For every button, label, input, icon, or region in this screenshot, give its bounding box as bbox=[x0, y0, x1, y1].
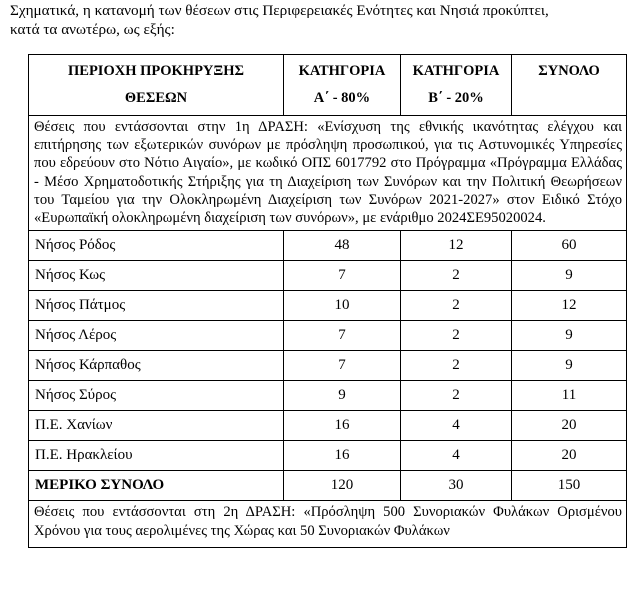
category-a-value: 10 bbox=[284, 291, 401, 321]
region-name: Νήσος Κάρπαθος bbox=[29, 351, 284, 381]
table-row bbox=[29, 351, 627, 381]
header-total bbox=[512, 55, 627, 116]
category-b-value: 2 bbox=[401, 321, 512, 351]
region-name: Π.Ε. Ηρακλείου bbox=[29, 441, 284, 471]
total-value: 60 bbox=[512, 231, 627, 261]
category-a-value: 7 bbox=[284, 261, 401, 291]
total-value: 11 bbox=[512, 381, 627, 411]
section-2-text: Θέσεις που εντάσσονται στη 2η ΔΡΑΣΗ: «Πρόσληψη 500 Συνοριακών Φυλάκων Ορισμένου Χρόνου για τους αερολιμένες της Χώρας και 50 Συνοριακών Φυλάκων bbox=[29, 501, 627, 548]
table-header-row bbox=[29, 55, 627, 116]
header-category-b-line1: ΚΑΤΗΓΟΡΙΑ bbox=[412, 63, 500, 79]
total-value: 9 bbox=[512, 261, 627, 291]
region-name: Νήσος Ρόδος bbox=[29, 231, 284, 261]
category-b-value: 12 bbox=[401, 231, 512, 261]
region-name: Νήσος Λέρος bbox=[29, 321, 284, 351]
table-row bbox=[29, 411, 627, 441]
region-name: Π.Ε. Χανίων bbox=[29, 411, 284, 441]
table-row bbox=[29, 321, 627, 351]
category-b-value: 2 bbox=[401, 261, 512, 291]
table-row bbox=[29, 441, 627, 471]
category-a-value: 16 bbox=[284, 441, 401, 471]
total-value: 12 bbox=[512, 291, 627, 321]
category-a-value: 9 bbox=[284, 381, 401, 411]
header-region-line2: ΘΕΣΕΩΝ bbox=[124, 90, 188, 106]
category-b-value: 2 bbox=[401, 351, 512, 381]
header-total-line1: ΣΥΝΟΛΟ bbox=[538, 63, 600, 79]
region-name: Νήσος Κως bbox=[29, 261, 284, 291]
category-b-value: 2 bbox=[401, 291, 512, 321]
header-region bbox=[29, 55, 284, 116]
total-value: 20 bbox=[512, 441, 627, 471]
category-a-value: 7 bbox=[284, 321, 401, 351]
category-b-value: 4 bbox=[401, 411, 512, 441]
header-category-a bbox=[284, 55, 401, 116]
total-value: 9 bbox=[512, 321, 627, 351]
total-value: 9 bbox=[512, 351, 627, 381]
intro-paragraph bbox=[10, 1, 630, 39]
header-category-b-line2: Β΄ - 20% bbox=[428, 90, 484, 106]
region-name: Νήσος Σύρος bbox=[29, 381, 284, 411]
table-row bbox=[29, 261, 627, 291]
category-a-value: 48 bbox=[284, 231, 401, 261]
subtotal-total: 150 bbox=[512, 471, 627, 501]
table-row bbox=[29, 291, 627, 321]
positions-table bbox=[28, 54, 627, 548]
table-row bbox=[29, 231, 627, 261]
subtotal-category-a: 120 bbox=[284, 471, 401, 501]
section-2-row bbox=[29, 501, 627, 548]
total-value: 20 bbox=[512, 411, 627, 441]
region-name: Νήσος Πάτμος bbox=[29, 291, 284, 321]
subtotal-label: ΜΕΡΙΚΟ ΣΥΝΟΛΟ bbox=[29, 471, 284, 501]
header-category-a-line1: ΚΑΤΗΓΟΡΙΑ bbox=[298, 63, 386, 79]
category-b-value: 2 bbox=[401, 381, 512, 411]
subtotal-row bbox=[29, 471, 627, 501]
header-region-line1: ΠΕΡΙΟΧΗ ΠΡΟΚΗΡΥΞΗΣ bbox=[68, 63, 244, 79]
intro-line-1: Σχηματικά, η κατανομή των θέσεων στις Περιφερειακές Ενότητες και Νησιά προκύπτει, bbox=[10, 2, 549, 19]
header-category-b bbox=[401, 55, 512, 116]
intro-line-2: κατά τα ανωτέρω, ως εξής: bbox=[10, 21, 175, 38]
section-1-row bbox=[29, 116, 627, 231]
category-a-value: 7 bbox=[284, 351, 401, 381]
section-1-text: Θέσεις που εντάσσονται στην 1η ΔΡΑΣΗ: «Ενίσχυση της εθνικής ικανότητας ελέγχου και επιτήρησης των εξωτερικών συνόρων με πρόσληψη προσωπικού, για τις Αστυνομικές Υπηρεσίες που εδρεύουν στο Νότιο Αιγαίο», με κωδικό ΟΠΣ 6017792 στο Πρόγραμμα «Πρόγραμμα Ελλάδας - Μέσο Χρηματοδοτικής Στήριξης για τη Διαχείριση των Συνόρων και την Πολιτική Θεωρήσεων του Ταμείου για την Ολοκληρωμένη Διαχείριση των Συνόρων 2021-2027» στον Ειδικό Στόχο «Ευρωπαϊκή ολοκληρωμένη διαχείριση των συνόρων», με ενάριθμο 2024ΣΕ95020024. bbox=[29, 116, 627, 231]
table-row bbox=[29, 381, 627, 411]
header-category-a-line2: Α΄ - 80% bbox=[313, 90, 371, 106]
category-a-value: 16 bbox=[284, 411, 401, 441]
subtotal-category-b: 30 bbox=[401, 471, 512, 501]
category-b-value: 4 bbox=[401, 441, 512, 471]
